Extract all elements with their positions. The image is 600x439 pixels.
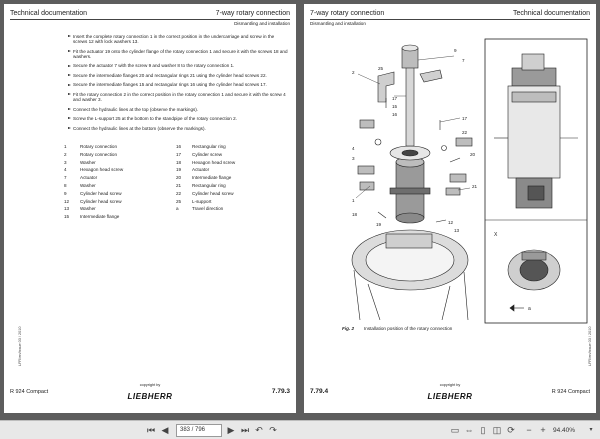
legend-label: Intermediate flange [80, 214, 120, 220]
instruction-item: Screw the L-support 25 at the bottom to the standpipe of the rotary connection 2. [68, 116, 288, 121]
callout-label: 3 [352, 156, 355, 161]
viewer-toolbar [0, 420, 600, 439]
instruction-item: Connect the hydraulic lines at the bottom (observe the markings). [68, 126, 288, 131]
legend-label: Travel direction [192, 206, 224, 212]
legend-num: 3 [64, 159, 67, 165]
legend-num: 22 [176, 190, 182, 196]
legend-label: Hexagon head screw [192, 159, 236, 165]
instruction-item: Fit the actuator 19 onto the cylinder flange of the rotary connection 1 and secure it with the screws 18 and washers. [68, 49, 288, 59]
footer-page-number: 7.79.4 [310, 388, 329, 395]
legend-num: 2 [64, 151, 67, 157]
legend-num: 18 [176, 159, 182, 165]
right-page [304, 4, 596, 413]
footer-model: R 924 Compact [10, 389, 49, 395]
legend-label: Washer [80, 183, 96, 188]
zoom-in-icon[interactable]: + [540, 425, 546, 435]
callout-label: 12 [448, 220, 454, 225]
left-page [4, 4, 296, 413]
legend-label: Hexagon head screw [80, 167, 124, 173]
header-left: 7-way rotary connection [310, 10, 385, 17]
header-rule [10, 19, 290, 20]
callout-label: 16 [392, 112, 398, 117]
legend-num: 1 [64, 144, 67, 149]
legend-label: Washer [80, 206, 96, 212]
callout-label: 2 [352, 70, 355, 75]
page-number-field[interactable]: 383 / 796 [176, 424, 222, 437]
side-issue-text: LFR/en/Issue 03 / 2010 [18, 326, 22, 366]
legend-label: Actuator [192, 167, 210, 173]
fit-width-icon[interactable]: ⇔ [464, 425, 474, 435]
last-page-icon[interactable]: ⏭ [240, 425, 250, 435]
legend-label: Rectangular ring [192, 183, 226, 188]
forward-icon[interactable]: ↷ [269, 425, 277, 435]
legend-num: 20 [176, 175, 182, 181]
legend-label: Intermediate flange [192, 175, 232, 181]
subheader: Dismantling and installation [310, 21, 366, 26]
legend-num: 15 [64, 214, 70, 220]
callout-label: 21 [472, 184, 478, 189]
fit-page-icon[interactable]: ▭ [450, 425, 460, 435]
instruction-item: Fit the rotary connection 2 in the correct position in the rotary connection 1 and secure it with the screw 4 and washer 3. [68, 92, 288, 102]
legend-label: L-support [192, 198, 212, 204]
copyright-text: copyright by [139, 383, 161, 387]
single-page-icon[interactable]: ▯ [480, 425, 486, 435]
legend-num: 19 [176, 167, 182, 173]
callout-label: 22 [462, 130, 468, 135]
legend-label: Actuator [80, 175, 98, 181]
header-rule [310, 19, 590, 20]
legend-num: 17 [176, 151, 182, 157]
instruction-item: Insert the complete rotary connection 1 in the correct position in the undercarriage and screw in the screws 12 with lock washers 13. [68, 34, 288, 44]
copyright-text: copyright by [439, 383, 461, 387]
header-right: 7-way rotary connection [215, 10, 290, 17]
header-right: Technical documentation [512, 10, 590, 17]
footer-model: R 924 Compact [551, 389, 590, 395]
legend-num: a [176, 206, 179, 212]
exploded-view-drawing [350, 38, 482, 320]
legend-num: 12 [64, 198, 70, 204]
callout-label: 25 [378, 66, 384, 71]
callout-label: 17 [462, 116, 468, 121]
callout-label: 17 [392, 96, 398, 101]
legend-num: 21 [176, 183, 182, 188]
figure-caption-text: Installation position of the rotary connection [364, 326, 453, 331]
legend-num: 9 [64, 190, 67, 196]
callout-label: 20 [470, 152, 476, 157]
legend-label: Rectangular ring [192, 144, 226, 149]
figure-label: Fig. 2 [342, 326, 354, 331]
callout-label: 15 [392, 104, 398, 109]
subheader: Dismantling and installation [234, 21, 290, 26]
callout-label: 1 [352, 198, 355, 203]
legend-num: 8 [64, 183, 67, 188]
legend-label: Washer [80, 159, 96, 165]
instruction-list [68, 34, 288, 135]
legend-label: Cylinder head screw [80, 198, 122, 204]
liebherr-logo: LIEBHERR [427, 392, 473, 401]
rotate-icon[interactable]: ⟳ [507, 425, 515, 435]
legend-label: Rotary connection [80, 144, 118, 149]
figure-caption [342, 326, 452, 331]
callout-label: 13 [454, 228, 460, 233]
legend-num: 25 [176, 198, 182, 204]
zoom-out-icon[interactable]: − [526, 425, 532, 435]
first-page-icon[interactable]: ⏮ [146, 425, 156, 435]
inset-detail-drawing [484, 38, 588, 324]
instruction-item: Secure the actuator 7 with the screw 9 and washer 8 to the rotary connection 1. [68, 63, 288, 68]
back-icon[interactable]: ↶ [255, 425, 263, 435]
legend-label: Rotary connection [80, 151, 118, 157]
inset-a-label: a [528, 306, 531, 312]
two-page-icon[interactable]: ◫ [492, 425, 502, 435]
zoom-dropdown-icon[interactable]: ▾ [589, 427, 593, 433]
instruction-item: Secure the intermediate flanges 20 and rectangular rings 21 using the cylinder head screws 22. [68, 73, 288, 78]
legend-label: Cylinder head screw [80, 190, 122, 196]
legend-num: 7 [64, 175, 67, 181]
callout-label: 9 [454, 48, 457, 53]
legend-label: Cylinder head screw [192, 190, 234, 196]
legend-label: Cylinder screw [192, 151, 223, 157]
next-page-icon[interactable]: ▶ [227, 425, 235, 435]
footer-page-number: 7.79.3 [271, 388, 290, 395]
legend-num: 16 [176, 144, 182, 149]
zoom-level[interactable]: 94.40% [553, 427, 576, 434]
header-left: Technical documentation [10, 10, 88, 17]
liebherr-logo: LIEBHERR [127, 392, 173, 401]
callout-label: 19 [376, 222, 382, 227]
instruction-item: Connect the hydraulic lines at the top (observe the markings). [68, 107, 288, 112]
inset-x-label: X [494, 232, 498, 238]
instruction-item: Secure the intermediate flanges 15 and rectangular rings 16 using the cylinder head screws 17. [68, 82, 288, 87]
side-issue-text: LFR/en/Issue 03 / 2010 [588, 326, 592, 366]
callout-label: 7 [462, 58, 465, 63]
legend-num: 13 [64, 206, 70, 212]
prev-page-icon[interactable]: ◀ [161, 425, 169, 435]
legend-num: 4 [64, 167, 67, 173]
callout-label: 4 [352, 146, 355, 151]
callout-label: 18 [352, 212, 358, 217]
